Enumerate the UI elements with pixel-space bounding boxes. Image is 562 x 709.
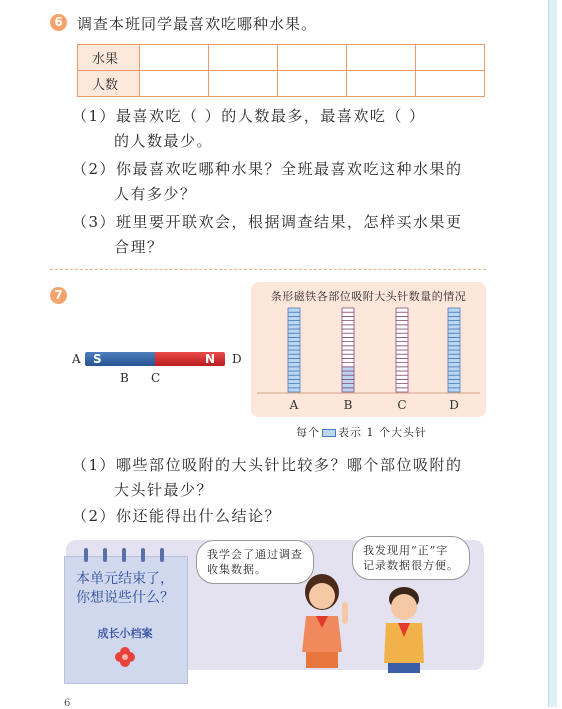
pin-cell bbox=[342, 316, 354, 320]
binder-ring bbox=[122, 548, 126, 562]
magnet-north-label: N bbox=[205, 352, 216, 366]
table-header-count: 人数 bbox=[78, 71, 140, 97]
pin-cell bbox=[288, 367, 300, 371]
chart-legend bbox=[296, 424, 427, 440]
girl-illustration bbox=[292, 572, 364, 672]
chart-plot bbox=[251, 282, 486, 417]
pin-cell bbox=[448, 316, 460, 320]
fruit-survey-table bbox=[77, 44, 485, 97]
page-number: 6 bbox=[64, 698, 71, 709]
pin-cell bbox=[448, 375, 460, 379]
magnet-south-half bbox=[85, 352, 155, 366]
pin-cell bbox=[342, 388, 354, 392]
bar-b bbox=[342, 308, 354, 392]
table-cell[interactable] bbox=[347, 45, 416, 71]
pin-cell bbox=[342, 321, 354, 325]
pin-cell bbox=[448, 384, 460, 388]
pin-cell bbox=[342, 367, 354, 371]
pin-cell bbox=[396, 375, 408, 379]
pin-cell bbox=[342, 325, 354, 329]
pin-cell bbox=[342, 363, 354, 367]
table-cell[interactable] bbox=[278, 71, 347, 97]
bar-c bbox=[396, 308, 408, 392]
q6-line-1: （1）最喜欢吃（ ）的人数最多，最喜欢吃（ ） bbox=[72, 107, 426, 125]
pin-cell bbox=[396, 346, 408, 350]
binder-ring bbox=[103, 548, 107, 562]
table-cell[interactable] bbox=[209, 71, 278, 97]
pin-cell bbox=[448, 321, 460, 325]
pin-cell bbox=[342, 342, 354, 346]
pin-cell bbox=[342, 354, 354, 358]
q6-line-6: 合理？ bbox=[114, 238, 164, 256]
magnet-north-half bbox=[155, 352, 225, 366]
question-6-badge: 6 bbox=[50, 14, 67, 31]
pin-cell bbox=[288, 388, 300, 392]
pin-cell bbox=[288, 316, 300, 320]
pin-cell bbox=[288, 379, 300, 383]
pin-cell bbox=[396, 367, 408, 371]
pin-cell bbox=[448, 312, 460, 316]
notebook-title: 本单元结束了， 你想说些什么？ bbox=[76, 571, 174, 606]
pin-cell bbox=[396, 384, 408, 388]
pin-cell bbox=[396, 358, 408, 362]
magnet-label-c: C bbox=[151, 371, 161, 385]
pin-cell bbox=[342, 308, 354, 312]
magnet-south-label: S bbox=[93, 352, 102, 366]
question-6-title: 调查本班同学最喜欢吃哪种水果。 bbox=[77, 15, 318, 33]
x-tick-label: B bbox=[343, 398, 353, 412]
girl-speech-bubble: 我学会了通过调查 收集数据。 bbox=[196, 540, 314, 584]
pin-cell bbox=[448, 367, 460, 371]
pin-cell bbox=[342, 371, 354, 375]
binder-ring bbox=[160, 548, 164, 562]
pin-cell bbox=[342, 329, 354, 333]
boy-speech-bubble: 我发现用“正”字 记录数据很方便。 bbox=[352, 536, 470, 580]
pin-cell bbox=[448, 333, 460, 337]
pin-cell bbox=[396, 312, 408, 316]
pin-cell bbox=[288, 337, 300, 341]
pin-cell bbox=[288, 308, 300, 312]
pin-cell bbox=[448, 342, 460, 346]
table-cell[interactable] bbox=[416, 71, 485, 97]
pin-cell bbox=[342, 375, 354, 379]
pin-cell bbox=[288, 342, 300, 346]
pin-cell bbox=[448, 350, 460, 354]
pin-cell bbox=[288, 325, 300, 329]
pin-cell bbox=[448, 346, 460, 350]
pin-cell bbox=[288, 333, 300, 337]
pin-cell bbox=[448, 329, 460, 333]
pin-cell bbox=[448, 354, 460, 358]
flower-icon bbox=[114, 646, 136, 668]
pin-cell bbox=[448, 388, 460, 392]
magnet-label-b: B bbox=[120, 371, 129, 385]
pin-cell bbox=[288, 384, 300, 388]
binder-ring bbox=[84, 548, 88, 562]
table-header-fruit: 水果 bbox=[78, 45, 140, 71]
table-cell[interactable] bbox=[140, 45, 209, 71]
pin-cell bbox=[396, 388, 408, 392]
pin-cell bbox=[288, 346, 300, 350]
question-7-badge: 7 bbox=[50, 287, 67, 304]
pin-cell bbox=[396, 379, 408, 383]
pin-cell bbox=[288, 329, 300, 333]
magnet-label-d: D bbox=[232, 352, 242, 366]
table-row bbox=[78, 45, 485, 71]
pin-cell bbox=[396, 325, 408, 329]
pin-cell bbox=[342, 333, 354, 337]
legend-suffix: 表示 1 个大头针 bbox=[338, 426, 427, 439]
bar-a bbox=[288, 308, 300, 392]
pin-cell bbox=[396, 308, 408, 312]
pin-cell bbox=[396, 371, 408, 375]
magnet-label-a: A bbox=[72, 352, 81, 366]
chart-title: 条形磁铁各部位吸附大头针数量的情况 bbox=[270, 290, 467, 303]
pin-cell bbox=[342, 312, 354, 316]
notebook-subtitle: 成长小档案 bbox=[97, 627, 153, 640]
pin-cell bbox=[448, 379, 460, 383]
pin-cell bbox=[288, 371, 300, 375]
pin-cell bbox=[288, 350, 300, 354]
pin-cell bbox=[396, 316, 408, 320]
pin-cell bbox=[288, 375, 300, 379]
pin-cell bbox=[396, 321, 408, 325]
bar-d bbox=[448, 308, 460, 392]
q6-line-5: （3）班里要开联欢会，根据调查结果，怎样买水果更 bbox=[72, 213, 463, 231]
x-tick-label: A bbox=[289, 398, 299, 412]
table-cell[interactable] bbox=[140, 71, 209, 97]
q6-line-2: 的人数最少。 bbox=[114, 132, 214, 150]
table-cell[interactable] bbox=[416, 45, 485, 71]
table-cell[interactable] bbox=[209, 45, 278, 71]
pin-cell bbox=[288, 321, 300, 325]
pin-cell bbox=[448, 363, 460, 367]
binder-ring bbox=[141, 548, 145, 562]
pin-cell bbox=[342, 384, 354, 388]
table-cell[interactable] bbox=[347, 71, 416, 97]
pin-cell bbox=[448, 325, 460, 329]
pin-cell bbox=[288, 354, 300, 358]
pin-cell bbox=[396, 354, 408, 358]
pin-cell bbox=[396, 329, 408, 333]
legend-prefix: 每个 bbox=[296, 426, 320, 439]
q7-line-2: 大头针最少？ bbox=[114, 481, 214, 499]
pin-cell bbox=[342, 350, 354, 354]
q7-line-1: （1）哪些部位吸附的大头针比较多？哪个部位吸附的 bbox=[72, 456, 463, 474]
page-edge-strip bbox=[548, 0, 557, 707]
boy-illustration bbox=[376, 585, 436, 675]
pin-cell bbox=[448, 337, 460, 341]
pin-cell bbox=[342, 337, 354, 341]
bar-magnet bbox=[85, 352, 225, 366]
pin-cell bbox=[396, 363, 408, 367]
q7-line-3: （2）你还能得出什么结论？ bbox=[72, 507, 282, 525]
pin-cell bbox=[448, 358, 460, 362]
pin-cell bbox=[396, 333, 408, 337]
q6-line-4: 人有多少？ bbox=[114, 185, 197, 203]
x-tick-label: C bbox=[397, 398, 407, 412]
pin-cell bbox=[342, 346, 354, 350]
pin-cell bbox=[448, 308, 460, 312]
pin-cell bbox=[342, 379, 354, 383]
section-divider bbox=[50, 269, 486, 270]
pin-cell bbox=[342, 358, 354, 362]
pin-cell bbox=[288, 312, 300, 316]
pin-cell bbox=[288, 363, 300, 367]
pin-cell bbox=[288, 358, 300, 362]
pin-cell bbox=[448, 371, 460, 375]
table-row bbox=[78, 71, 485, 97]
pin-cell bbox=[396, 342, 408, 346]
q6-line-3: （2）你最喜欢吃哪种水果？全班最喜欢吃这种水果的 bbox=[72, 160, 463, 178]
magnet-chart bbox=[251, 282, 486, 417]
table-cell[interactable] bbox=[278, 45, 347, 71]
legend-square-icon bbox=[322, 429, 336, 437]
pin-cell bbox=[396, 350, 408, 354]
x-tick-label: D bbox=[449, 398, 459, 412]
pin-cell bbox=[396, 337, 408, 341]
